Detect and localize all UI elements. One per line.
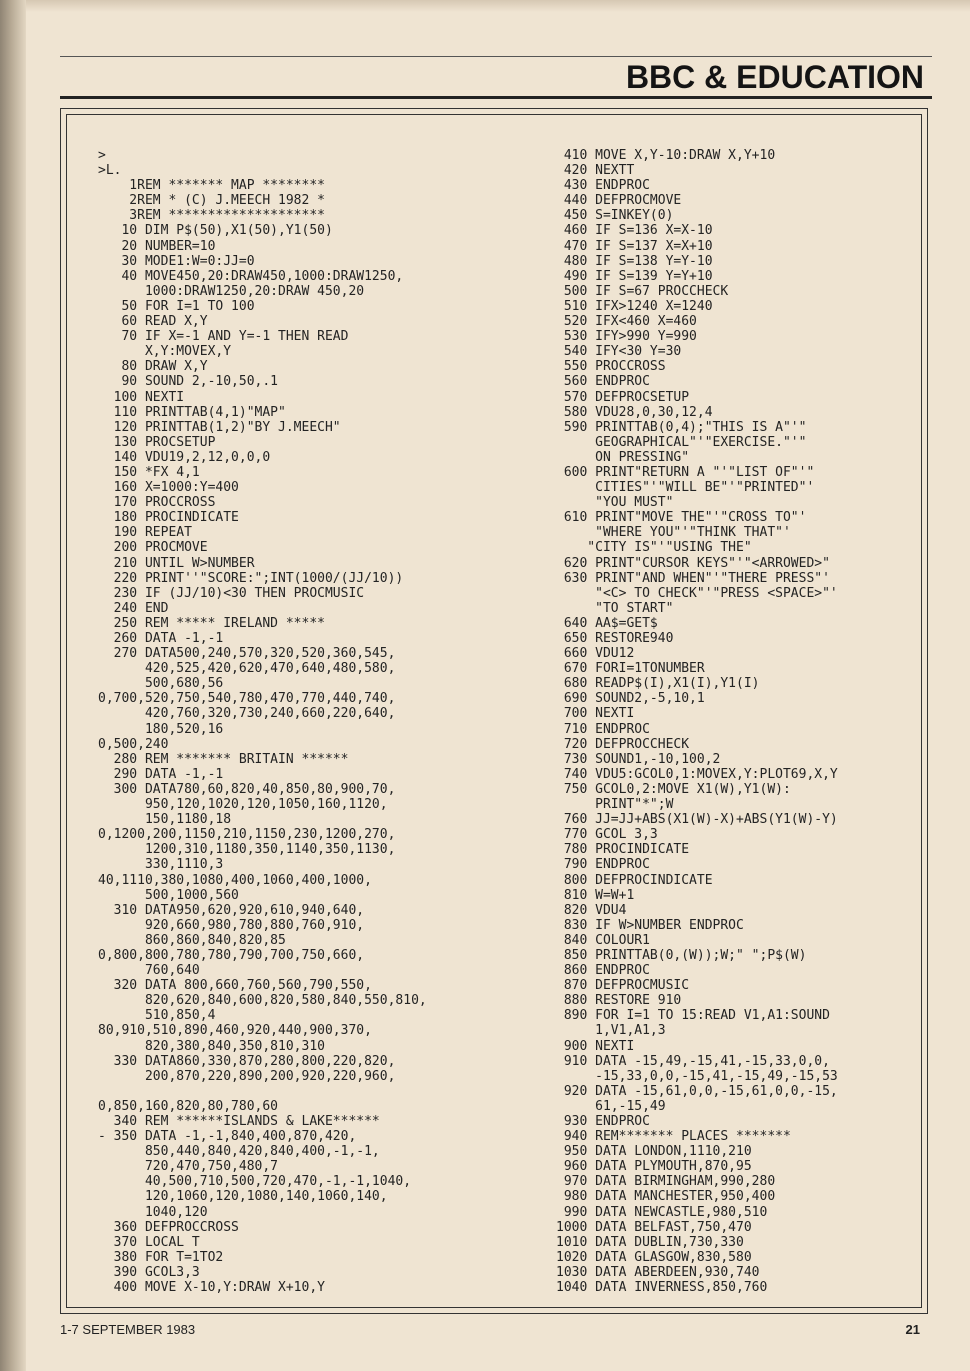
code-line: 61,-15,49 — [556, 1098, 666, 1114]
code-line: 200,870,220,890,200,920,220,960, — [98, 1068, 396, 1084]
code-line: 160 X=1000:Y=400 — [98, 480, 239, 496]
code-line: 500,680,56 — [98, 676, 224, 692]
code-line: 860 ENDPROC — [556, 963, 650, 979]
code-line: 980 DATA MANCHESTER,950,400 — [556, 1189, 776, 1205]
code-line: 500,1000,560 — [98, 887, 239, 903]
code-line: 320 DATA 800,660,760,560,790,550, — [98, 978, 372, 994]
code-line: 120,1060,120,1080,140,1060,140, — [98, 1189, 388, 1205]
code-line: 410 MOVE X,Y-10:DRAW X,Y+10 — [556, 148, 776, 163]
code-line: 900 NEXTI — [556, 1038, 635, 1054]
code-line: 930 ENDPROC — [556, 1114, 650, 1129]
code-line: 750 GCOL0,2:MOVE X1(W),Y1(W): — [556, 781, 791, 797]
code-line: 950,120,1020,120,1050,160,1120, — [98, 797, 388, 813]
code-line: 440 DEFPROCMOVE — [556, 193, 682, 209]
code-line: 400 MOVE X-10,Y:DRAW X+10,Y — [98, 1280, 325, 1296]
code-line: 1000 DATA BELFAST,750,470 — [556, 1219, 752, 1235]
code-line: 530 IFY>990 Y=990 — [556, 329, 697, 345]
code-line: 330 DATA860,330,870,280,800,220,820, — [98, 1053, 396, 1069]
code-line: 1REM ******* MAP ******** — [98, 178, 325, 194]
page-top-edge — [26, 0, 970, 12]
code-line: 450 S=INKEY(0) — [556, 208, 674, 224]
code-line: 80 DRAW X,Y — [98, 359, 208, 375]
code-line: "CITY IS"'"USING THE" — [556, 540, 752, 556]
code-line: 510,850,4 — [98, 1008, 216, 1024]
code-line: 130 PROCSETUP — [98, 434, 216, 450]
code-line: 0,500,240 — [98, 736, 169, 752]
code-line: 80,910,510,890,460,920,440,900,370, — [98, 1023, 372, 1039]
section-title: BBC & EDUCATION — [625, 59, 924, 95]
code-line: 710 ENDPROC — [556, 721, 650, 737]
code-line: 330,1110,3 — [98, 857, 224, 873]
code-line: 1010 DATA DUBLIN,730,330 — [556, 1234, 744, 1250]
code-line: CITIES"'"WILL BE"'"PRINTED"' — [556, 480, 815, 496]
code-line: 940 REM******* PLACES ******* — [556, 1129, 791, 1145]
code-line: 640 AA$=GET$ — [556, 615, 658, 631]
code-line: 120 PRINTTAB(1,2)"BY J.MEECH" — [98, 419, 341, 435]
code-line: 420,525,420,620,470,640,480,580, — [98, 661, 396, 677]
code-line: 90 SOUND 2,-10,50,.1 — [98, 374, 279, 390]
code-line — [98, 1084, 427, 1099]
code-line: 520 IFX<460 X=460 — [556, 314, 697, 330]
code-line: 340 REM ******ISLANDS & LAKE****** — [98, 1114, 380, 1129]
code-line: 670 FORI=1TONUMBER — [556, 661, 705, 677]
code-line: 820 VDU4 — [556, 902, 627, 918]
code-line: >L. — [98, 163, 122, 179]
code-line: 250 REM ***** IRELAND ***** — [98, 615, 325, 631]
code-line: 260 DATA -1,-1 — [98, 631, 224, 646]
code-line: 780 PROCINDICATE — [556, 842, 690, 858]
code-line: 40,1110,380,1080,400,1060,400,1000, — [98, 872, 372, 888]
code-line: "YOU MUST" — [556, 495, 674, 511]
code-line: 0,700,520,750,540,780,470,770,440,740, — [98, 691, 396, 707]
code-line: 580 VDU28,0,30,12,4 — [556, 404, 713, 420]
code-line: 390 GCOL3,3 — [98, 1264, 200, 1280]
code-line: 2REM * (C) J.MEECH 1982 * — [98, 193, 325, 209]
code-line: 270 DATA500,240,570,320,520,360,545, — [98, 646, 396, 662]
code-line: 40 MOVE450,20:DRAW450,1000:DRAW1250, — [98, 268, 404, 284]
code-line: 800 DEFPROCINDICATE — [556, 872, 713, 888]
code-line: X,Y:MOVEX,Y — [98, 344, 232, 360]
code-line: 280 REM ******* BRITAIN ****** — [98, 751, 349, 767]
code-line: 380 FOR T=1TO2 — [98, 1249, 224, 1265]
code-line: 1030 DATA ABERDEEN,930,740 — [556, 1264, 760, 1280]
code-line: 560 ENDPROC — [556, 374, 650, 390]
code-line: 220 PRINT''"SCORE:";INT(1000/(JJ/10)) — [98, 570, 404, 586]
code-line: 180 PROCINDICATE — [98, 510, 239, 526]
code-line: 210 UNTIL W>NUMBER — [98, 555, 255, 571]
code-line: 10 DIM P$(50),X1(50),Y1(50) — [98, 223, 333, 239]
code-line: 0,800,800,780,780,790,700,750,660, — [98, 947, 365, 963]
code-line: 880 RESTORE 910 — [556, 993, 682, 1009]
code-line: 170 PROCCROSS — [98, 495, 216, 511]
code-line: 1040 DATA INVERNESS,850,760 — [556, 1280, 768, 1296]
code-line: 150,1180,18 — [98, 812, 232, 828]
code-line: -15,33,0,0,-15,41,-15,49,-15,53 — [556, 1068, 838, 1084]
code-line: 920 DATA -15,61,0,0,-15,61,0,0,-15, — [556, 1083, 838, 1099]
code-line: "<C> TO CHECK"'"PRESS <SPACE>"' — [556, 585, 838, 601]
code-line: 700 NEXTI — [556, 706, 635, 722]
code-line: 1020 DATA GLASGOW,830,580 — [556, 1249, 752, 1265]
code-line: 870 DEFPROCMUSIC — [556, 978, 690, 994]
code-line: 40,500,710,500,720,470,-1,-1,1040, — [98, 1174, 412, 1190]
code-line: 690 SOUND2,-5,10,1 — [556, 691, 705, 707]
code-line: PRINT"*";W — [556, 797, 674, 813]
code-line: GEOGRAPHICAL"'"EXERCISE."'" — [556, 434, 807, 450]
code-line: 420,760,320,730,240,660,220,640, — [98, 706, 396, 722]
code-line: 1000:DRAW1250,20:DRAW 450,20 — [98, 283, 365, 299]
code-line: 680 READP$(I),X1(I),Y1(I) — [556, 676, 760, 692]
code-line: 720 DEFPROCCHECK — [556, 736, 690, 752]
code-line: 720,470,750,480,7 — [98, 1159, 279, 1175]
code-line: 3REM ******************** — [98, 208, 325, 224]
header-rule-bottom — [60, 96, 932, 99]
code-line: "TO START" — [556, 600, 674, 616]
code-line: 1200,310,1180,350,1140,350,1130, — [98, 842, 396, 858]
code-line: 370 LOCAL T — [98, 1234, 200, 1250]
code-line: 0,850,160,820,80,780,60 — [98, 1098, 279, 1114]
code-line: 480 IF S=138 Y=Y-10 — [556, 253, 713, 269]
code-line: > — [98, 148, 106, 163]
code-line: 920,660,980,780,880,760,910, — [98, 917, 365, 933]
code-line: 660 VDU12 — [556, 646, 635, 662]
code-line: 610 PRINT"MOVE THE"'"CROSS TO"' — [556, 510, 807, 526]
code-line: 30 MODE1:W=0:JJ=0 — [98, 253, 255, 269]
code-line: 650 RESTORE940 — [556, 631, 674, 646]
code-line: 420 NEXTT — [556, 163, 635, 179]
code-line: 760 JJ=JJ+ABS(X1(W)-X)+ABS(Y1(W)-Y) — [556, 812, 838, 828]
code-line: 790 ENDPROC — [556, 857, 650, 873]
code-line: 430 ENDPROC — [556, 178, 650, 194]
page-number: 21 — [905, 1322, 920, 1337]
code-line: 600 PRINT"RETURN A "'"LIST OF"'" — [556, 464, 815, 480]
code-line: 460 IF S=136 X=X-10 — [556, 223, 713, 239]
code-line: "WHERE YOU"'"THINK THAT"' — [556, 525, 791, 541]
code-line: 240 END — [98, 600, 169, 616]
code-line: 1040,120 — [98, 1204, 208, 1220]
code-line: 740 VDU5:GCOL0,1:MOVEX,Y:PLOT69,X,Y — [556, 766, 838, 782]
code-line: 570 DEFPROCSETUP — [556, 389, 690, 405]
code-line: 910 DATA -15,49,-15,41,-15,33,0,0, — [556, 1053, 830, 1069]
code-line: 190 REPEAT — [98, 525, 192, 541]
code-line: 140 VDU19,2,12,0,0,0 — [98, 449, 271, 465]
program-listing-left-column — [98, 148, 427, 1295]
code-line: 810 W=W+1 — [556, 887, 635, 903]
code-line: 60 READ X,Y — [98, 314, 208, 330]
code-line: 970 DATA BIRMINGHAM,990,280 — [556, 1174, 776, 1190]
code-line: 850 PRINTTAB(0,(W));W;" ";P$(W) — [556, 947, 807, 963]
code-line: 630 PRINT"AND WHEN"'"THERE PRESS"' — [556, 570, 830, 586]
code-line: 840 COLOUR1 — [556, 932, 650, 948]
code-line: 860,860,840,820,85 — [98, 932, 286, 948]
code-line: 550 PROCCROSS — [556, 359, 666, 375]
code-line: - 350 DATA -1,-1,840,400,870,420, — [98, 1129, 357, 1145]
code-line: 890 FOR I=1 TO 15:READ V1,A1:SOUND — [556, 1008, 830, 1024]
program-listing-right-column — [556, 148, 838, 1295]
code-line: ON PRESSING" — [556, 449, 690, 465]
issue-date: 1-7 SEPTEMBER 1983 — [60, 1322, 196, 1337]
code-line: 20 NUMBER=10 — [98, 238, 216, 254]
code-line: 830 IF W>NUMBER ENDPROC — [556, 917, 744, 933]
code-line: 770 GCOL 3,3 — [556, 827, 658, 843]
code-line: 590 PRINTTAB(0,4);"THIS IS A"'" — [556, 419, 807, 435]
code-line: 70 IF X=-1 AND Y=-1 THEN READ — [98, 329, 349, 345]
code-line: 290 DATA -1,-1 — [98, 766, 224, 782]
code-line: 310 DATA950,620,920,610,940,640, — [98, 902, 365, 918]
code-line: 820,380,840,350,810,310 — [98, 1038, 325, 1054]
code-line: 620 PRINT"CURSOR KEYS"'"<ARROWED>" — [556, 555, 830, 571]
code-line: 960 DATA PLYMOUTH,870,95 — [556, 1159, 752, 1175]
code-line: 200 PROCMOVE — [98, 540, 208, 556]
code-line: 0,1200,200,1150,210,1150,230,1200,270, — [98, 827, 396, 843]
code-line: 820,620,840,600,820,580,840,550,810, — [98, 993, 427, 1009]
code-line: 850,440,840,420,840,400,-1,-1, — [98, 1144, 380, 1160]
code-line: 50 FOR I=1 TO 100 — [98, 298, 255, 314]
code-line: 100 NEXTI — [98, 389, 185, 405]
code-line: 730 SOUND1,-10,100,2 — [556, 751, 721, 767]
code-line: 150 *FX 4,1 — [98, 464, 200, 480]
code-line: 230 IF (JJ/10)<30 THEN PROCMUSIC — [98, 585, 365, 601]
code-line: 540 IFY<30 Y=30 — [556, 344, 682, 360]
code-line: 760,640 — [98, 963, 200, 979]
code-line: 990 DATA NEWCASTLE,980,510 — [556, 1204, 768, 1220]
header-rule-top — [60, 56, 932, 57]
code-line: 360 DEFPROCCROSS — [98, 1219, 239, 1235]
code-line: 1,V1,A1,3 — [556, 1023, 666, 1039]
code-line: 950 DATA LONDON,1110,210 — [556, 1144, 752, 1160]
code-line: 470 IF S=137 X=X+10 — [556, 238, 713, 254]
code-line: 180,520,16 — [98, 721, 224, 737]
page-spine-shadow — [0, 0, 26, 1371]
code-line: 300 DATA780,60,820,40,850,80,900,70, — [98, 781, 396, 797]
code-line: 110 PRINTTAB(4,1)"MAP" — [98, 404, 286, 420]
code-line: 490 IF S=139 Y=Y+10 — [556, 268, 713, 284]
code-line: 510 IFX>1240 X=1240 — [556, 298, 713, 314]
code-line: 500 IF S=67 PROCCHECK — [556, 283, 729, 299]
